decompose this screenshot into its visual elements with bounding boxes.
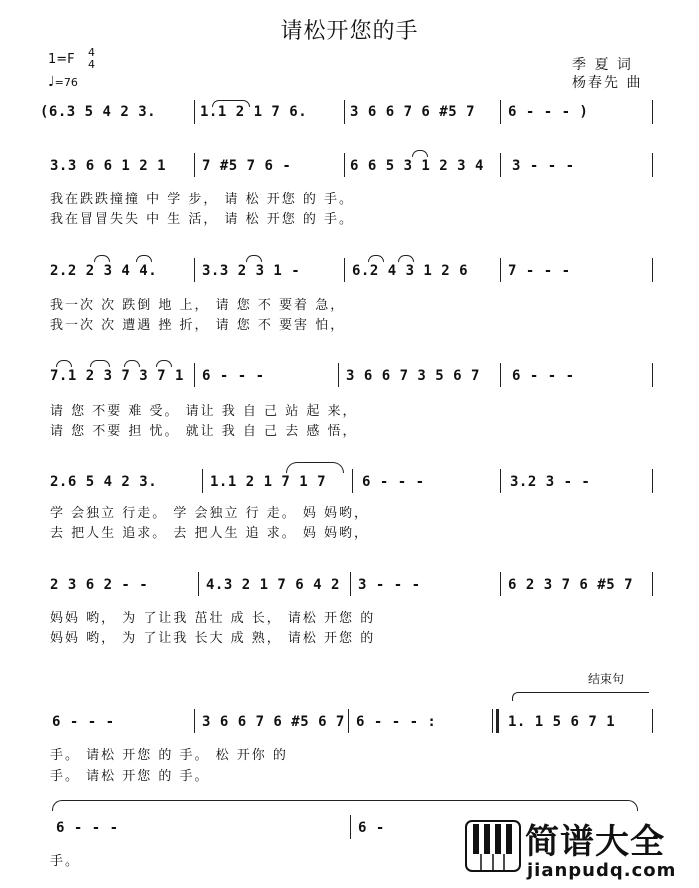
logo-url-text: jianpudq.com	[527, 860, 677, 881]
bar-line	[344, 153, 345, 177]
measure: 6.2 4 3 1 2 6	[352, 263, 469, 279]
bar-line	[194, 709, 195, 733]
ending-bracket	[512, 692, 649, 701]
logo-brand-text: 简谱大全	[525, 822, 665, 862]
bar-line	[194, 258, 195, 282]
bar-line	[500, 258, 501, 282]
measure: 6 - - -	[512, 368, 575, 384]
lyric-verse-1: 手。 请松 开您 的 手。 松 开你 的	[50, 748, 288, 763]
measure: 3 - - -	[358, 577, 421, 593]
bar-line	[652, 100, 653, 124]
piano-keys-icon	[465, 820, 521, 872]
measure: 1.1 2 1 7 6.	[200, 104, 308, 120]
slur	[136, 255, 152, 262]
bar-line	[500, 572, 501, 596]
measure: 4.3 2 1 7 6 4 2	[206, 577, 340, 593]
time-signature	[88, 47, 95, 71]
measure: 7.1 2 3 7 3 7 1	[50, 368, 184, 384]
measure: 2.6 5 4 2 3.	[50, 474, 158, 490]
bar-line	[338, 363, 339, 387]
lyric-verse-1: 手。	[50, 854, 81, 869]
bar-line	[652, 709, 653, 733]
measure: 6 -	[358, 820, 385, 836]
tie-arc	[52, 800, 638, 811]
measure: 6 2 3 7 6 #5 7	[508, 577, 634, 593]
measure: 6 - - -	[52, 714, 115, 730]
slur	[412, 150, 428, 157]
page-title: 请松开您的手	[280, 19, 419, 44]
measure: 6 - - -	[362, 474, 425, 490]
slur	[156, 360, 172, 367]
time-signature-bottom: 4	[88, 58, 95, 71]
slur	[212, 100, 250, 107]
bar-line	[194, 153, 195, 177]
lyric-verse-2: 去 把人生 追求。 去 把人生 追 求。 妈 妈哟，	[50, 526, 370, 541]
tempo-marking	[48, 74, 78, 90]
slur	[368, 255, 384, 262]
repeat-bar-thick	[496, 709, 499, 733]
lyric-verse-1: 我一次 次 跌倒 地 上， 请 您 不 要着 急，	[50, 298, 346, 313]
measure: 3 6 6 7 3 5 6 7	[346, 368, 480, 384]
slur	[246, 255, 262, 262]
bar-line	[352, 469, 353, 493]
measure: (6.3 5 4 2 3.	[40, 104, 157, 120]
lyricist-credit: 季 夏 词	[572, 57, 633, 73]
slur	[90, 360, 110, 367]
bar-line	[202, 469, 203, 493]
bar-line	[652, 469, 653, 493]
lyric-verse-1: 请 您 不要 难 受。 请让 我 自 己 站 起 来，	[50, 404, 358, 419]
key-signature: 1=F	[48, 52, 75, 67]
measure: 1. 1 5 6 7 1	[508, 714, 616, 730]
bar-line	[350, 815, 351, 839]
bar-line	[348, 709, 349, 733]
bar-line	[500, 100, 501, 124]
quarter-note-icon: ♩	[48, 74, 55, 90]
time-signature-top: 4	[88, 46, 95, 59]
lyric-verse-2: 手。 请松 开您 的 手。	[50, 769, 210, 784]
measure: 6 - - - )	[508, 104, 589, 120]
slur	[56, 360, 72, 367]
bar-line	[350, 572, 351, 596]
measure: 6 - - - :	[356, 714, 437, 730]
bar-line	[194, 100, 195, 124]
measure: 7 #5 7 6 -	[202, 158, 292, 174]
tempo-value: =76	[54, 76, 78, 89]
bar-line	[652, 153, 653, 177]
bar-line	[198, 572, 199, 596]
slur	[94, 255, 110, 262]
measure: 3.3 6 6 1 2 1	[50, 158, 167, 174]
measure: 2.2 2 3 4 4.	[50, 263, 158, 279]
ending-label: 结束句	[588, 672, 625, 686]
measure: 6 - - -	[202, 368, 265, 384]
measure: 1.1 2 1 7 1 7	[210, 474, 327, 490]
bar-line	[652, 258, 653, 282]
measure: 6 - - -	[56, 820, 119, 836]
lyric-verse-1: 学 会独立 行走。 学 会独立 行 走。 妈 妈哟，	[50, 506, 370, 521]
measure: 7 - - -	[508, 263, 571, 279]
bar-line	[500, 469, 501, 493]
lyric-verse-1: 妈妈 哟， 为 了让我 茁壮 成 长， 请松 开您 的	[50, 611, 376, 626]
slur	[398, 255, 414, 262]
measure: 3.3 2 3 1 -	[202, 263, 301, 279]
bar-line	[652, 363, 653, 387]
measure: 3.2 3 - -	[510, 474, 591, 490]
measure: 3 6 6 7 6 #5 6 7	[202, 714, 345, 730]
bar-line	[344, 100, 345, 124]
bar-line	[652, 572, 653, 596]
lyric-verse-2: 妈妈 哟， 为 了让我 长大 成 熟， 请松 开您 的	[50, 631, 376, 646]
bar-line	[344, 258, 345, 282]
bar-line	[500, 363, 501, 387]
site-logo	[465, 814, 695, 886]
slur	[286, 462, 344, 473]
measure: 2 3 6 2 - -	[50, 577, 149, 593]
bar-line	[500, 153, 501, 177]
slur	[124, 360, 140, 367]
repeat-bar-line	[492, 709, 493, 733]
lyric-verse-2: 请 您 不要 担 忧。 就让 我 自 己 去 感 悟，	[50, 424, 358, 439]
lyric-verse-2: 我在冒冒失失 中 生 活， 请 松 开您 的 手。	[50, 212, 355, 227]
bar-line	[194, 363, 195, 387]
measure: 3 - - -	[512, 158, 575, 174]
lyric-verse-2: 我一次 次 遭遇 挫 折， 请 您 不 要害 怕，	[50, 318, 346, 333]
measure: 6 6 5 3 1 2 3 4	[350, 158, 484, 174]
lyric-verse-1: 我在跌跌撞撞 中 学 步， 请 松 开您 的 手。	[50, 192, 355, 207]
measure: 3 6 6 7 6 #5 7	[350, 104, 476, 120]
composer-credit: 杨春先 曲	[572, 75, 643, 91]
